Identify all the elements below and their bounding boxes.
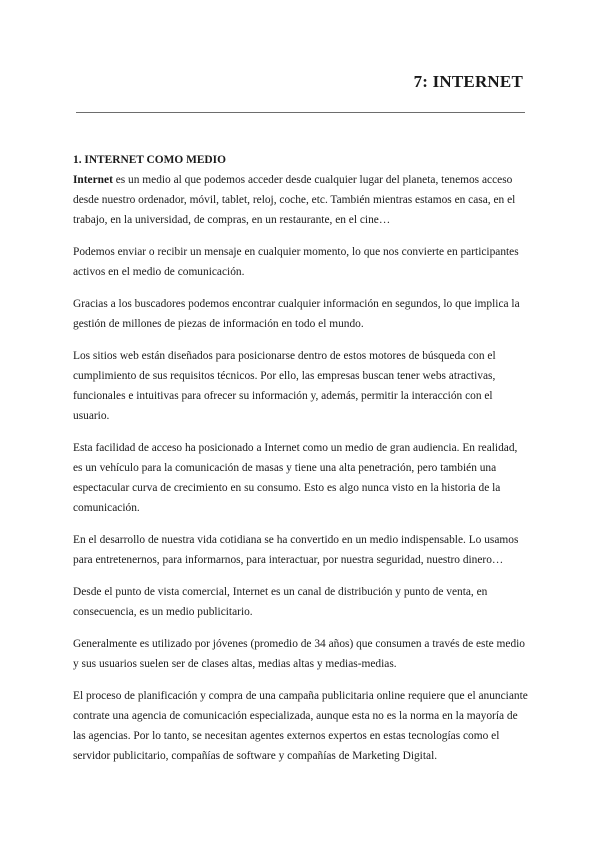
- paragraph-1-text: es un medio al que podemos acceder desde cualquier lugar del planeta, tenemos acceso desde nuestro ordenador, móvil, tablet, reloj, coche, etc. También mientras estamos en casa, en el trabajo, en la universidad, de compras, en un restaurante, en el cine…: [73, 174, 516, 226]
- bold-term-internet: Internet: [73, 174, 113, 186]
- title-divider: [76, 112, 525, 113]
- section-heading: 1. INTERNET COMO MEDIO: [73, 154, 226, 166]
- paragraph-8: Generalmente es utilizado por jóvenes (promedio de 34 años) que consumen a través de este medio y sus usuarios suelen ser de clases altas, medias altas y medias-medias.: [73, 638, 525, 670]
- paragraph-7: Desde el punto de vista comercial, Internet es un canal de distribución y punto de venta, en consecuencia, es un medio publicitario.: [73, 586, 488, 618]
- paragraph-1: [73, 170, 528, 230]
- paragraph-4: Los sitios web están diseñados para posicionarse dentro de estos motores de búsqueda con el cumplimiento de sus requisitos técnicos. Por ello, las empresas buscan tener webs atractivas, funcionales e intuitivas para ofrecer su información y, además, permitir la interacción con el usuario.: [73, 350, 496, 422]
- paragraph-6: En el desarrollo de nuestra vida cotidiana se ha convertido en un medio indispensable. Lo usamos para entretenernos, para informarnos, para interactuar, por nuestra seguridad, nuestro dinero…: [73, 534, 519, 566]
- section-body: [73, 150, 528, 778]
- paragraph-2: Podemos enviar o recibir un mensaje en cualquier momento, lo que nos convierte en participantes activos en el medio de comunicación.: [73, 246, 519, 278]
- paragraph-5: Esta facilidad de acceso ha posicionado a Internet como un medio de gran audiencia. En realidad, es un vehículo para la comunicación de masas y tiene una alta penetración, pero también una espectacular curva de crecimiento en su consumo. Esto es algo nunca visto en la historia de la comunicación.: [73, 442, 518, 514]
- paragraph-3: Gracias a los buscadores podemos encontrar cualquier información en segundos, lo que implica la gestión de millones de piezas de información en todo el mundo.: [73, 298, 520, 330]
- chapter-title: 7: INTERNET: [413, 72, 523, 91]
- paragraph-9: El proceso de planificación y compra de una campaña publicitaria online requiere que el anunciante contrate una agencia de comunicación especializada, aunque esta no es la norma en la mayoría de las agencias. Por lo tanto, se necesitan agentes externos expertos en estas tecnologías como el servidor publicitario, compañías de software y compañías de Marketing Digital.: [73, 690, 528, 762]
